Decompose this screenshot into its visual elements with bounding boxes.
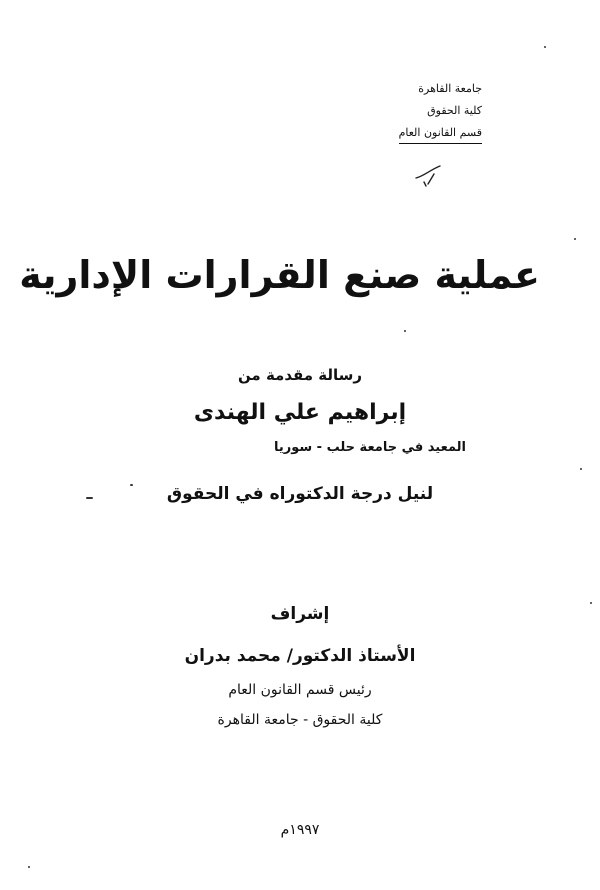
- supervision-label: إشراف: [270, 604, 330, 624]
- thesis-title: عملية صنع القرارات الإدارية: [19, 253, 540, 297]
- scan-speck: [28, 866, 30, 868]
- signature-mark: [410, 160, 460, 192]
- supervisor-name: الأستاذ الدكتور/ محمد بدران: [184, 646, 416, 666]
- scan-speck: [580, 468, 582, 470]
- scan-speck: [574, 238, 576, 240]
- scan-speck: [130, 484, 133, 486]
- degree-statement: لنيل درجة الدكتوراه في الحقوق: [166, 484, 434, 504]
- faculty-name: كلية الحقوق: [427, 104, 482, 117]
- year: ١٩٩٧م: [280, 822, 320, 838]
- university-name: جامعة القاهرة: [418, 82, 482, 95]
- department-name: قسم القانون العام: [399, 125, 482, 144]
- scan-speck: [590, 602, 592, 604]
- supervisor-position: رئيس قسم القانون العام: [228, 682, 372, 698]
- scan-speck: [86, 497, 93, 499]
- supervisor-faculty: كلية الحقوق - جامعة القاهرة: [217, 712, 383, 728]
- institution-header: [342, 78, 482, 144]
- author-affiliation: المعيد في جامعة حلب - سوريا: [273, 440, 467, 455]
- author-name: إبراهيم علي الهندى: [193, 400, 407, 425]
- scan-speck: [544, 46, 546, 48]
- submission-intro: رسالة مقدمة من: [237, 366, 363, 384]
- scan-speck: [404, 330, 406, 332]
